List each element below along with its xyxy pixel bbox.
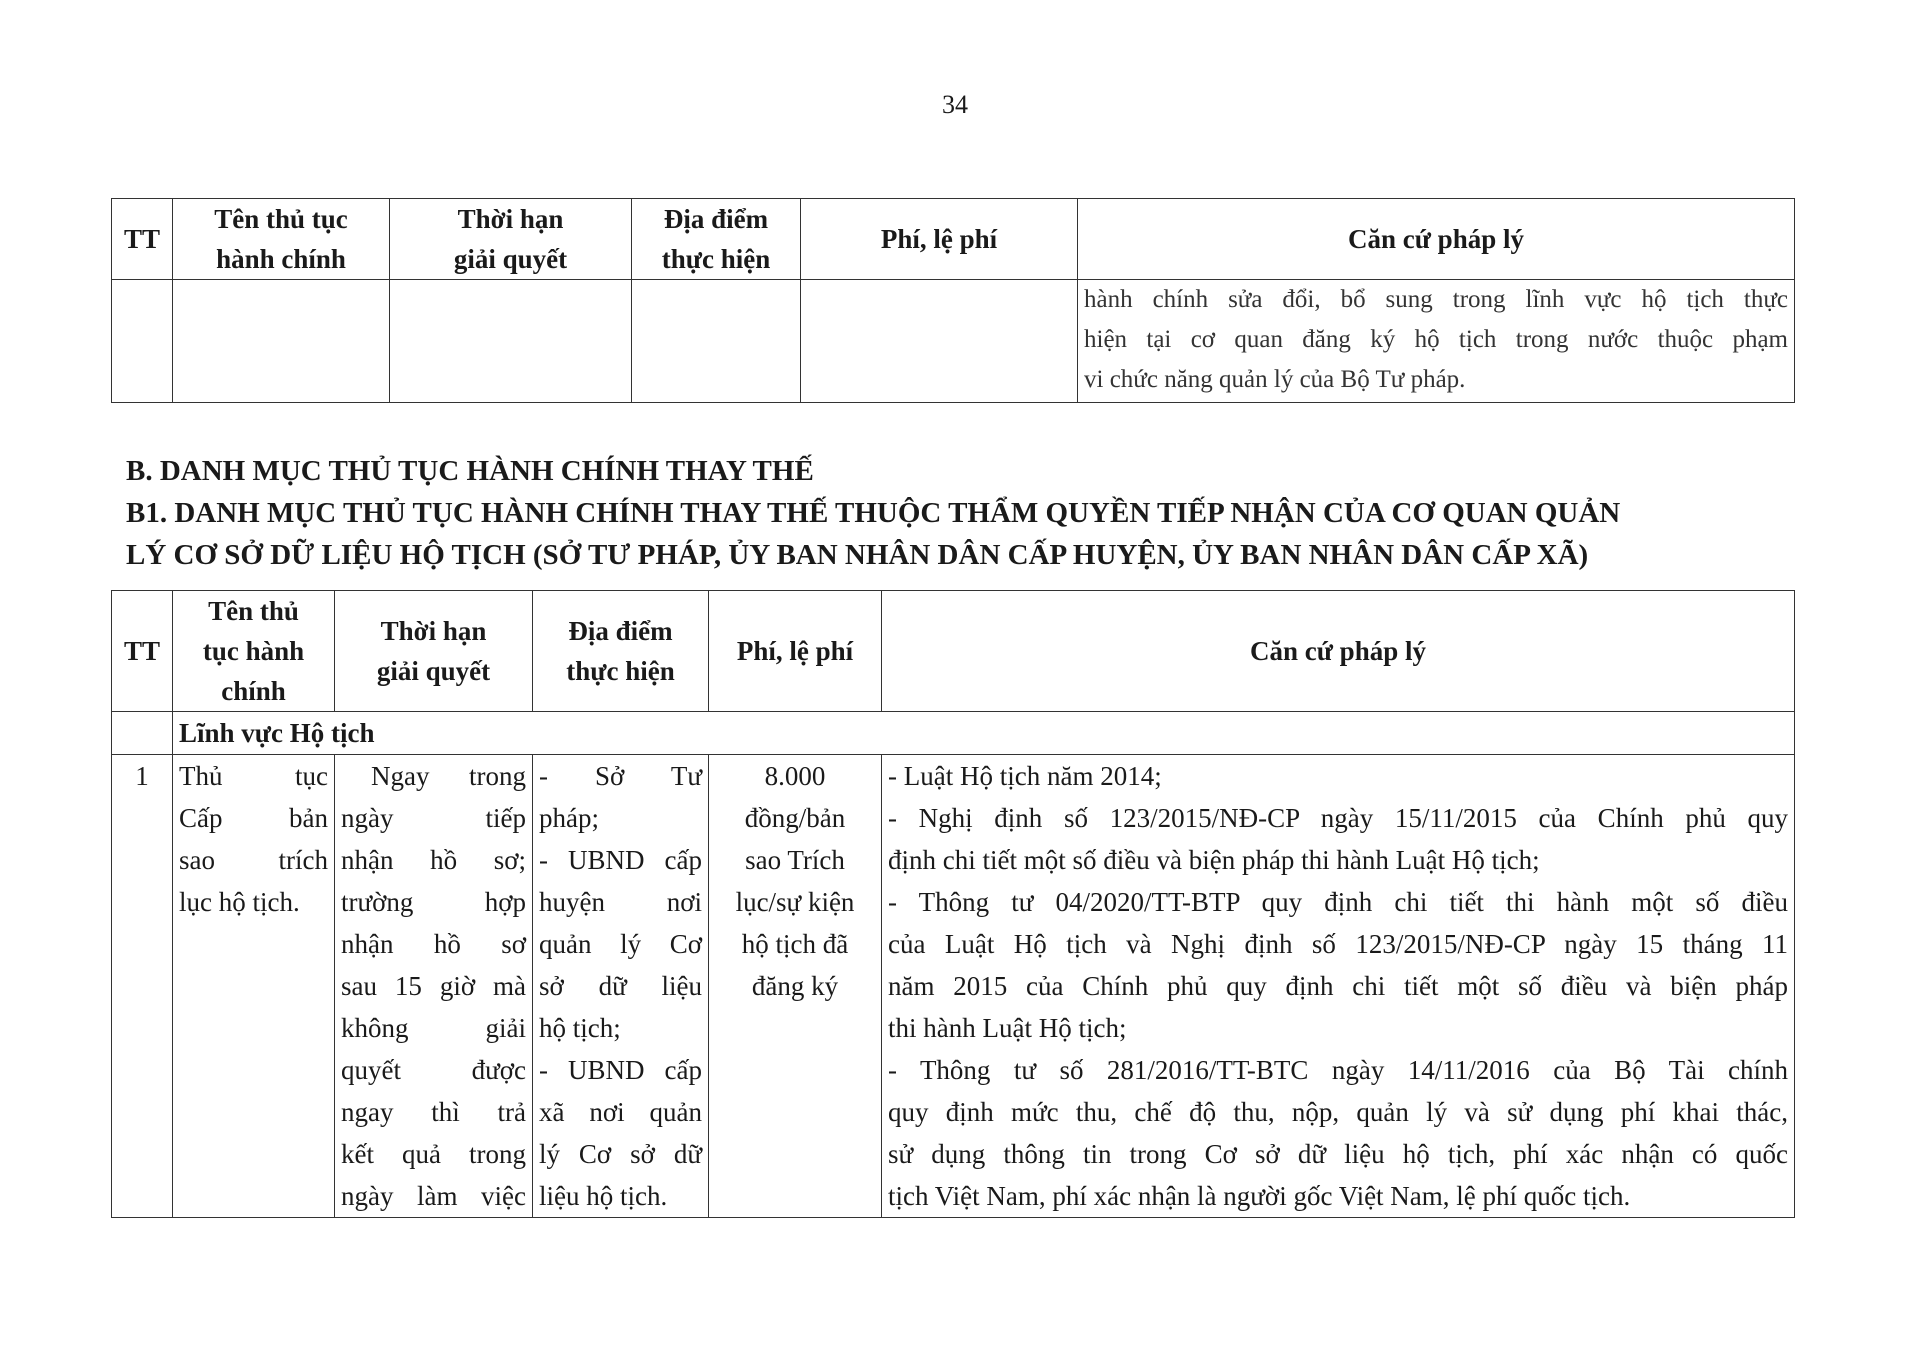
table-continued (111, 198, 1795, 403)
fee: 8.000 đồng/bản sao Trích lục/sự kiện hộ tịch đã đăng ký (709, 755, 882, 1218)
table-row (112, 280, 1795, 403)
processing-time: Ngay trong ngày tiếp nhận hồ sơ; trường hợp nhận hồ sơ sau 15 giờ mà không giải quyết được ngay thì trả kết quả trong ngày làm việc (335, 755, 533, 1218)
table-header-row (112, 591, 1795, 712)
page-number: 34 (942, 90, 968, 119)
group-row (112, 712, 1795, 755)
table-row (112, 755, 1795, 1218)
header-location: Địa điểm thực hiện (632, 199, 801, 280)
header-procedure-name: Tên thủ tục hành chính (173, 199, 390, 280)
header-fees: Phí, lệ phí (801, 199, 1078, 280)
section-b1-heading-line1: B1. DANH MỤC THỦ TỤC HÀNH CHÍNH THAY THẾ THUỘC THẨM QUYỀN TIẾP NHẬN CỦA CƠ QUAN QUẢN (126, 497, 1621, 529)
section-b-heading: B. DANH MỤC THỦ TỤC HÀNH CHÍNH THAY THẾ (126, 455, 814, 487)
header-location: Địa điểm thực hiện (533, 591, 709, 712)
legal-basis-continuation: hành chính sửa đổi, bổ sung trong lĩnh vực hộ tịch thực hiện tại cơ quan đăng ký hộ tịch trong nước thuộc phạm vi chức năng quản lý của Bộ Tư pháp. (1078, 280, 1795, 403)
header-legal-basis: Căn cứ pháp lý (882, 591, 1795, 712)
legal-basis: - Luật Hộ tịch năm 2014; - Nghị định số 123/2015/NĐ-CP ngày 15/11/2015 của Chính phủ quy định chi tiết một số điều và biện pháp thi hành Luật Hộ tịch; - Thông tư 04/2020/TT-BTP quy định chi tiết thi hành một số điều của Luật Hộ tịch và Nghị định số 123/2015/NĐ-CP ngày 15 tháng 11 năm 2015 của Chính phủ quy định chi tiết một số điều và biện pháp thi hành Luật Hộ tịch; - Thông tư số 281/2016/TT-BTC ngày 14/11/2016 của Bộ Tài chính quy định mức thu, chế độ thu, nộp, quản lý và sử dụng phí khai thác, sử dụng thông tin trong Cơ sở dữ liệu hộ tịch, phí xác nhận có quốc tịch Việt Nam, phí xác nhận là người gốc Việt Nam, lệ phí quốc tịch. (882, 755, 1795, 1218)
table-header-row (112, 199, 1795, 280)
header-fees: Phí, lệ phí (709, 591, 882, 712)
procedure-name: Thủ tục Cấp bản sao trích lục hộ tịch. (173, 755, 335, 1218)
section-b1-heading-line2: LÝ CƠ SỞ DỮ LIỆU HỘ TỊCH (SỞ TƯ PHÁP, ỦY BAN NHÂN DÂN CẤP HUYỆN, ỦY BAN NHÂN DÂN CẤP XÃ) (126, 539, 1589, 571)
procedure-table (111, 590, 1795, 1218)
group-label: Lĩnh vực Hộ tịch (173, 712, 1795, 755)
header-processing-time: Thời hạn giải quyết (335, 591, 533, 712)
location: - Sở Tư pháp; - UBND cấp huyện nơi quản lý Cơ sở dữ liệu hộ tịch; - UBND cấp xã nơi quản lý Cơ sở dữ liệu hộ tịch. (533, 755, 709, 1218)
header-processing-time: Thời hạn giải quyết (390, 199, 632, 280)
header-tt: TT (112, 199, 173, 280)
row-number: 1 (112, 755, 173, 1218)
header-procedure-name: Tên thủ tục hành chính (173, 591, 335, 712)
header-legal-basis: Căn cứ pháp lý (1078, 199, 1795, 280)
header-tt: TT (112, 591, 173, 712)
